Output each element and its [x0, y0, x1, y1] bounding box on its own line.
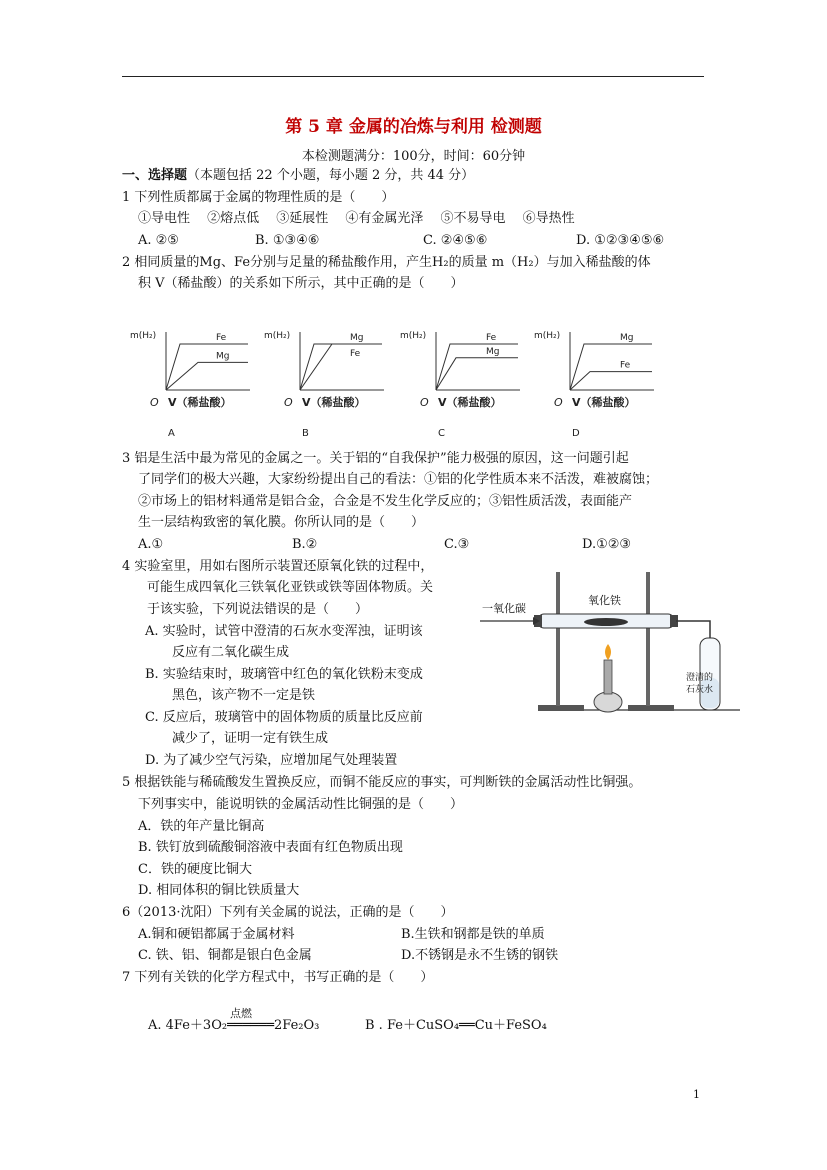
q6-option-a: A.铜和硬铝都属于金属材料: [138, 927, 295, 942]
q6-option-d: D.不锈钢是永不生锈的钢铁: [401, 948, 559, 963]
q5-option-b: B. 铁钉放到硫酸铜溶液中表面有红色物质出现: [138, 840, 403, 855]
q5-line-2: 下列事实中，能说明铁的金属活动性比铜强的是（ ）: [138, 797, 464, 812]
q6-option-b: B.生铁和钢都是铁的单质: [401, 927, 545, 942]
section-heading: [122, 166, 474, 186]
q4-line-2: 可能生成四氧化三铁氧化亚铁或铁等固体物质。关: [147, 580, 434, 595]
q5-option-a: A．铁的年产量比铜高: [138, 819, 265, 834]
q6-stem: 6（2013·沈阳）下列有关金属的说法，正确的是（ ）: [122, 905, 454, 920]
y-axis-label: m(H₂): [400, 331, 427, 341]
origin-label: O: [284, 396, 293, 409]
q1-stem: 1 下列性质都属于金属的物理性质的是（ ）: [122, 190, 395, 205]
q1-option-d: D. ①②③④⑤⑥: [576, 233, 665, 248]
series-label-fe: Fe: [350, 349, 361, 359]
series-line-mg: [300, 344, 382, 390]
series-label-mg: Mg: [216, 351, 230, 362]
series-label-fe: Fe: [620, 360, 631, 371]
q2-stem-1: 2 相同质量的Mg、Fe分别与足量的稀盐酸作用，产生H₂的质量 m（H₂）与加入稀盐酸的体: [122, 255, 651, 270]
series-label-fe: Fe: [216, 333, 227, 343]
q1-option-b: B. ①③④⑥: [255, 233, 320, 248]
x-axis-label: V（稀盐酸）: [572, 396, 636, 409]
q2-stem-2: 积 V（稀盐酸）的关系如下所示，其中正确的是（ ）: [138, 276, 464, 291]
y-axis-label: m(H₂): [264, 331, 291, 341]
gas-label: 一氧化碳: [482, 602, 526, 615]
q4-option-b: B. 实验结束时，玻璃管中红色的氧化铁粉末变成: [145, 667, 423, 682]
q3-line-1: 3 铝是生活中最为常见的金属之一。关于铝的“自我保护”能力极强的原因，这一问题引起: [122, 451, 629, 466]
chart-d: [532, 318, 662, 438]
q5-option-d: D. 相同体积的铜比铁质量大: [138, 883, 300, 898]
x-axis-label: V（稀盐酸）: [438, 396, 502, 409]
page-subtitle: 本检测题满分：100分，时间：60分钟: [301, 149, 526, 164]
q4-option-c: C. 反应后，玻璃管中的固体物质的质量比反应前: [145, 710, 423, 725]
series-line-mg: [570, 344, 652, 390]
tube-label: 氧化铁: [588, 594, 621, 607]
page-number: 1: [693, 1088, 700, 1101]
series-line-fe: [436, 344, 518, 390]
q4-line-1: 4 实验室里，用如右图所示装置还原氧化铁的过程中，: [122, 559, 434, 574]
q3-option-d: D.①②③: [582, 537, 632, 552]
bottle-label-2: 石灰水: [686, 685, 714, 695]
chart-option-label: B: [302, 428, 309, 438]
q3-option-b: B.②: [292, 537, 318, 552]
chart-option-label: C: [438, 428, 445, 438]
q1-props: ①导电性 ②熔点低 ③延展性 ④有金属光泽 ⑤不易导电 ⑥导热性: [138, 211, 575, 226]
q1-option-c: C. ②④⑤⑥: [423, 233, 488, 248]
q4-option-b-cont: 黑色，该产物不一定是铁: [172, 688, 316, 703]
q4-line-3: 于该实验，下列说法错误的是（ ）: [147, 602, 369, 617]
series-line-mg: [436, 358, 518, 390]
q4-option-c-cont: 减少了，证明一定有铁生成: [172, 731, 329, 746]
q5-line-1: 5 根据铁能与稀硫酸发生置换反应，而铜不能反应的事实，可判断铁的金属活动性比铜强。: [122, 775, 642, 790]
q3-option-c: C.③: [444, 537, 470, 552]
apparatus-diagram: [478, 560, 743, 720]
q4-option-a-cont: 反应有二氧化碳生成: [172, 645, 290, 660]
q5-option-c: C．铁的硬度比铜大: [138, 862, 252, 877]
origin-label: O: [420, 396, 429, 409]
y-axis-label: m(H₂): [130, 331, 157, 341]
x-axis-label: V（稀盐酸）: [168, 396, 232, 409]
origin-label: O: [150, 396, 159, 409]
chart-a: [128, 318, 258, 438]
chart-option-label: D: [572, 428, 580, 438]
q1-option-a: A. ②⑤: [138, 233, 179, 248]
q3-option-a: A.①: [138, 537, 164, 552]
section-desc: （本题包括 22 个小题，每小题 2 分，共 44 分）: [187, 168, 475, 183]
q7-option-b: B . Fe＋CuSO₄══Cu＋FeSO₄: [365, 1018, 547, 1033]
series-label-mg: Mg: [620, 333, 634, 343]
q7-option-a: A. 4Fe＋3O₂══════2Fe₂O₃: [148, 1018, 320, 1033]
section-title: 一、选择题: [122, 168, 188, 183]
q3-line-2: 了同学们的极大兴趣，大家纷纷提出自己的看法：①铝的化学性质本来不活泼，难被腐蚀；: [138, 472, 659, 487]
series-label-mg: Mg: [486, 346, 500, 357]
origin-label: O: [554, 396, 563, 409]
series-label-fe: Fe: [486, 333, 497, 343]
bottle-label-1: 澄清的: [686, 673, 714, 683]
q7-stem: 7 下列有关铁的化学方程式中，书写正确的是（ ）: [122, 970, 434, 985]
q7-condition: 点燃: [230, 1007, 252, 1020]
series-line-mg: [166, 362, 248, 390]
series-line-fe: [570, 372, 652, 390]
q6-option-c: C. 铁、铝、铜都是银白色金属: [138, 948, 312, 963]
q4-option-d: D. 为了减少空气污染，应增加尾气处理装置: [145, 753, 398, 768]
q3-line-4: 生一层结构致密的氧化膜。你所认同的是（ ）: [138, 515, 425, 530]
chart-c: [398, 318, 528, 438]
x-axis-label: V（稀盐酸）: [302, 396, 366, 409]
page-title: 第 5 章 金属的冶炼与利用 检测题: [285, 117, 542, 137]
header-rule: [122, 76, 704, 77]
chart-option-label: A: [168, 428, 175, 438]
q3-line-3: ②市场上的铝材料通常是铝合金，合金是不发生化学反应的；③铝性质活泼，表面能产: [138, 494, 633, 509]
q4-option-a: A. 实验时，试管中澄清的石灰水变浑浊，证明该: [145, 624, 423, 639]
series-line-fe: [166, 344, 248, 390]
series-label-mg: Mg: [350, 333, 364, 343]
y-axis-label: m(H₂): [534, 331, 561, 341]
chart-b: [262, 318, 392, 438]
